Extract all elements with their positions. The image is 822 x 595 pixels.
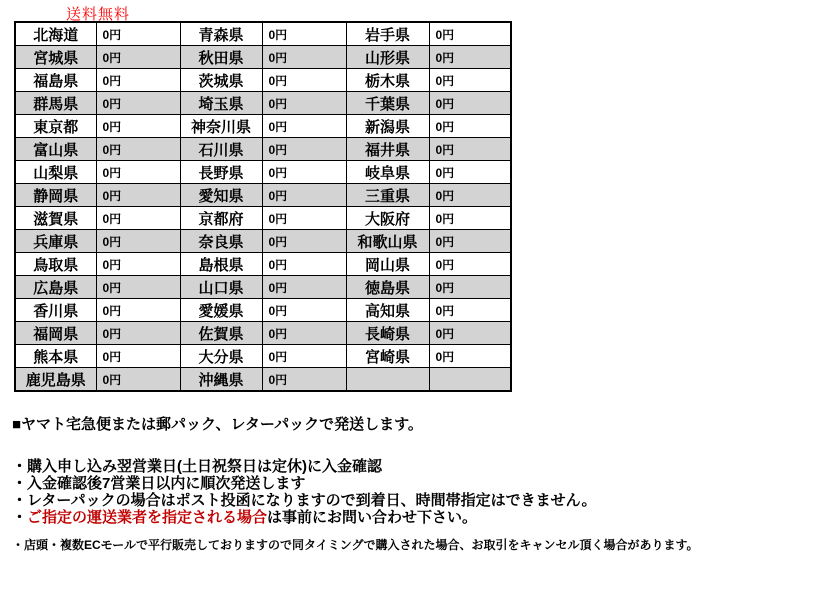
fee-cell: 0円: [429, 276, 511, 299]
prefecture-cell: 石川県: [180, 138, 262, 161]
prefecture-cell: 東京都: [15, 115, 96, 138]
prefecture-cell: 高知県: [346, 299, 429, 322]
prefecture-cell: 大分県: [180, 345, 262, 368]
prefecture-cell: 北海道: [15, 22, 96, 46]
prefecture-cell: 兵庫県: [15, 230, 96, 253]
prefecture-cell: 島根県: [180, 253, 262, 276]
shipping-notes-list: [12, 458, 699, 526]
table-row: [15, 276, 511, 299]
fee-cell: 0円: [96, 207, 180, 230]
prefecture-cell: 佐賀県: [180, 322, 262, 345]
fee-cell: 0円: [262, 184, 346, 207]
table-row: [15, 138, 511, 161]
fee-cell: 0円: [262, 161, 346, 184]
prefecture-cell: 徳島県: [346, 276, 429, 299]
fee-cell: 0円: [262, 138, 346, 161]
note-courier-red-text: ご指定の運送業者を指定される場合: [27, 509, 268, 526]
fee-cell: 0円: [429, 69, 511, 92]
prefecture-cell: 愛媛県: [180, 299, 262, 322]
fee-cell: 0円: [96, 69, 180, 92]
table-row: [15, 253, 511, 276]
fee-cell: 0円: [429, 345, 511, 368]
fee-cell: 0円: [96, 184, 180, 207]
prefecture-cell: 福岡県: [15, 322, 96, 345]
fee-cell: 0円: [262, 299, 346, 322]
prefecture-cell: 滋賀県: [15, 207, 96, 230]
prefecture-cell: 福井県: [346, 138, 429, 161]
prefecture-cell: 群馬県: [15, 92, 96, 115]
table-row: [15, 322, 511, 345]
prefecture-cell: 宮城県: [15, 46, 96, 69]
note-payment-confirmation: ・購入申し込み翌営業日(土日祝祭日は定休)に入金確認: [12, 458, 382, 475]
fee-cell: 0円: [96, 299, 180, 322]
fee-cell: 0円: [96, 345, 180, 368]
fee-cell: 0円: [429, 161, 511, 184]
fee-cell: 0円: [262, 207, 346, 230]
fee-cell: 0円: [262, 345, 346, 368]
prefecture-cell: 神奈川県: [180, 115, 262, 138]
fee-cell: 0円: [96, 322, 180, 345]
note-courier-marker: ・: [12, 509, 28, 526]
prefecture-cell: 山梨県: [15, 161, 96, 184]
shipping-table-body: [15, 22, 511, 391]
fee-cell: 0円: [262, 276, 346, 299]
fee-cell: 0円: [262, 253, 346, 276]
fee-cell: 0円: [96, 46, 180, 69]
prefecture-cell: 三重県: [346, 184, 429, 207]
fee-cell: [429, 368, 511, 392]
prefecture-cell: 福島県: [15, 69, 96, 92]
prefecture-cell: 山形県: [346, 46, 429, 69]
fee-cell: 0円: [96, 368, 180, 392]
table-row: [15, 161, 511, 184]
prefecture-cell: 山口県: [180, 276, 262, 299]
table-row: [15, 22, 511, 46]
fee-cell: 0円: [96, 230, 180, 253]
fee-cell: 0円: [262, 230, 346, 253]
shipping-fee-table: [14, 21, 512, 392]
prefecture-cell: 岐阜県: [346, 161, 429, 184]
table-row: [15, 69, 511, 92]
prefecture-cell: 広島県: [15, 276, 96, 299]
prefecture-cell: 大阪府: [346, 207, 429, 230]
prefecture-cell: 京都府: [180, 207, 262, 230]
table-row: [15, 184, 511, 207]
prefecture-cell: 富山県: [15, 138, 96, 161]
fee-cell: 0円: [429, 299, 511, 322]
table-row: [15, 368, 511, 392]
fee-cell: 0円: [262, 22, 346, 46]
note-courier: [12, 509, 699, 526]
fee-cell: 0円: [262, 115, 346, 138]
table-row: [15, 46, 511, 69]
fee-cell: 0円: [96, 138, 180, 161]
prefecture-cell: 秋田県: [180, 46, 262, 69]
fee-cell: 0円: [96, 161, 180, 184]
fee-cell: 0円: [429, 230, 511, 253]
fee-cell: 0円: [96, 253, 180, 276]
prefecture-cell: 埼玉県: [180, 92, 262, 115]
fee-cell: 0円: [429, 138, 511, 161]
fee-cell: 0円: [429, 322, 511, 345]
prefecture-cell: 千葉県: [346, 92, 429, 115]
fee-cell: 0円: [262, 368, 346, 392]
fee-cell: 0円: [262, 92, 346, 115]
prefecture-cell: 鹿児島県: [15, 368, 96, 392]
prefecture-cell: 新潟県: [346, 115, 429, 138]
prefecture-cell: 愛知県: [180, 184, 262, 207]
prefecture-cell: 香川県: [15, 299, 96, 322]
fee-cell: 0円: [429, 46, 511, 69]
table-row: [15, 299, 511, 322]
note-courier-black-text: は事前にお問い合わせ下さい。: [267, 509, 478, 526]
prefecture-cell: 宮崎県: [346, 345, 429, 368]
table-row: [15, 115, 511, 138]
prefecture-cell: 奈良県: [180, 230, 262, 253]
fee-cell: 0円: [429, 115, 511, 138]
prefecture-cell: 静岡県: [15, 184, 96, 207]
prefecture-cell: 長崎県: [346, 322, 429, 345]
note-letterpack: ・レターパックの場合はポスト投函になりますので到着日、時間帯指定はできません。: [12, 492, 597, 509]
table-row: [15, 230, 511, 253]
free-shipping-label: 送料無料: [66, 6, 131, 23]
fee-cell: 0円: [96, 276, 180, 299]
fee-cell: 0円: [429, 92, 511, 115]
fee-cell: 0円: [429, 253, 511, 276]
fee-cell: 0円: [262, 322, 346, 345]
prefecture-cell: 茨城県: [180, 69, 262, 92]
fee-cell: 0円: [96, 115, 180, 138]
prefecture-cell: 青森県: [180, 22, 262, 46]
prefecture-cell: [346, 368, 429, 392]
fee-cell: 0円: [429, 207, 511, 230]
prefecture-cell: 岡山県: [346, 253, 429, 276]
prefecture-cell: 岩手県: [346, 22, 429, 46]
table-row: [15, 345, 511, 368]
prefecture-cell: 沖縄県: [180, 368, 262, 392]
fee-cell: 0円: [429, 184, 511, 207]
note-multichannel-cancellation: ・店頭・複数ECモールで平行販売しておりますので同タイミングで購入された場合、お取引をキャンセル頂く場合があります。: [12, 538, 699, 552]
table-row: [15, 92, 511, 115]
fee-cell: 0円: [262, 69, 346, 92]
shipping-notes: [12, 416, 699, 552]
prefecture-cell: 和歌山県: [346, 230, 429, 253]
prefecture-cell: 長野県: [180, 161, 262, 184]
fee-cell: 0円: [262, 46, 346, 69]
fee-cell: 0円: [96, 92, 180, 115]
fee-cell: 0円: [96, 22, 180, 46]
note-shipping-schedule: ・入金確認後7営業日以内に順次発送します: [12, 475, 306, 492]
prefecture-cell: 熊本県: [15, 345, 96, 368]
prefecture-cell: 栃木県: [346, 69, 429, 92]
prefecture-cell: 鳥取県: [15, 253, 96, 276]
fee-cell: 0円: [429, 22, 511, 46]
shipping-method-heading: ■ヤマト宅急便または郵パック、レターパックで発送します。: [12, 416, 423, 433]
table-row: [15, 207, 511, 230]
